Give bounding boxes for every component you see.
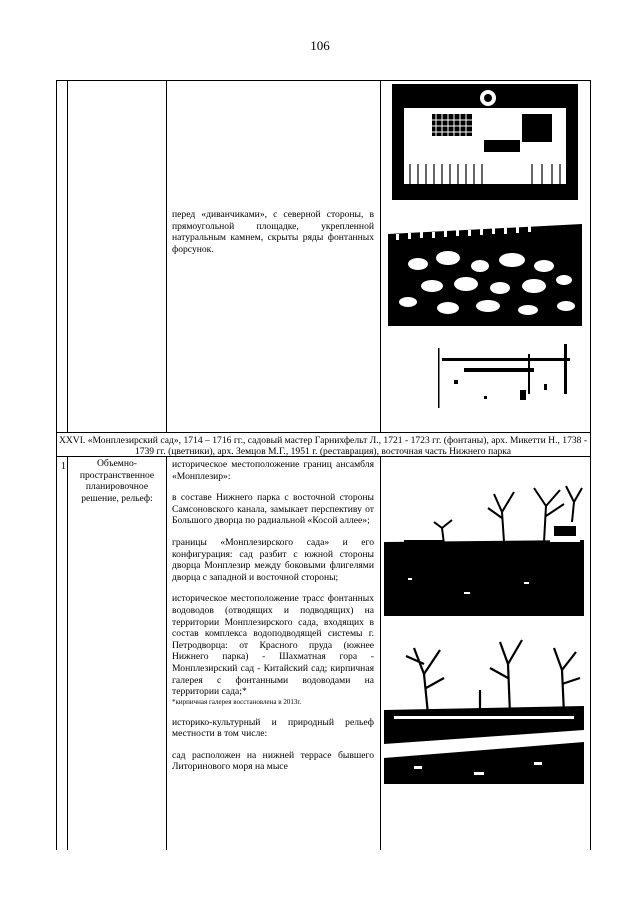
col-divider-1: [67, 456, 68, 850]
page-number: 106: [310, 38, 330, 53]
description-paragraph: границы «Монплезирского сада» и его конфигурация: сад разбит с южной стороны дворца Монплезир между боковыми флигелями дворца с западной и восточной стороны;: [172, 536, 374, 583]
row1-description: [172, 209, 374, 265]
photo-faded-structure: [424, 340, 574, 410]
photo-trees-winter: [384, 482, 584, 616]
element-name: Объемно-пространственное планировочное решение, рельеф:: [79, 458, 155, 504]
section-heading: XXVI. «Монплезирский сад», 1714 – 1716 гг., садовый мастер Гарнихфельт Л., 1721 - 1723 гг. (фонтаны), арх. Микетти Н., 1738 - 1739 гг. (цветники), арх. Земцов М.Г., 1951 г. (реставрация), восточная часть Нижнего парка: [58, 435, 588, 458]
photo-garden-path: [384, 634, 584, 784]
footnote: *кирпичная галерея восстановлена в 2013г.: [172, 697, 302, 706]
description-paragraph: историческое местоположение трасс фонтанных водоводов (отводящих и подводящих) на территории Монплезирского сада, входящих в состав комплекса водоподводящей системы г. Петродворца: от Красного пруда (южнее Нижнего парка) - Шахматная гора - Монплезирский сад - Китайский сад; кирпичная галерея с фонтанными водоводами на территории сада;*: [172, 593, 374, 698]
table-border-right: [590, 80, 591, 850]
row2-description: [172, 459, 374, 783]
col-divider-2: [166, 80, 167, 432]
description-paragraph: в составе Нижнего парка с восточной стороны Самсоновского канала, замыкает перспективу от Большого дворца по радиальной «Косой аллее»;: [172, 492, 374, 527]
row-divider: [56, 432, 591, 433]
row-number: 1: [61, 461, 66, 472]
col-divider-2: [166, 456, 167, 850]
description-text: перед «диванчиками», с северной стороны, в прямоугольной площадке, укрепленной натуральным камнем, скрыты ряды фонтанных форсунок.: [172, 209, 374, 255]
description-paragraph: историческое местоположение границ ансамбля «Монплезир»:: [172, 459, 374, 482]
photo-stone-platform: [388, 214, 582, 326]
col-divider-3: [380, 456, 381, 850]
description-paragraph: сад расположен на нижней террасе бывшего Литоринового моря на мысе: [172, 749, 374, 773]
photo-bench-sculpture: [392, 84, 578, 200]
col-divider-3: [380, 80, 381, 432]
col-divider-1: [67, 80, 68, 432]
table-border-left: [56, 80, 57, 850]
table-border-top: [56, 80, 591, 81]
description-paragraph: историко-культурный и природный рельеф местности в том числе:: [172, 716, 374, 740]
